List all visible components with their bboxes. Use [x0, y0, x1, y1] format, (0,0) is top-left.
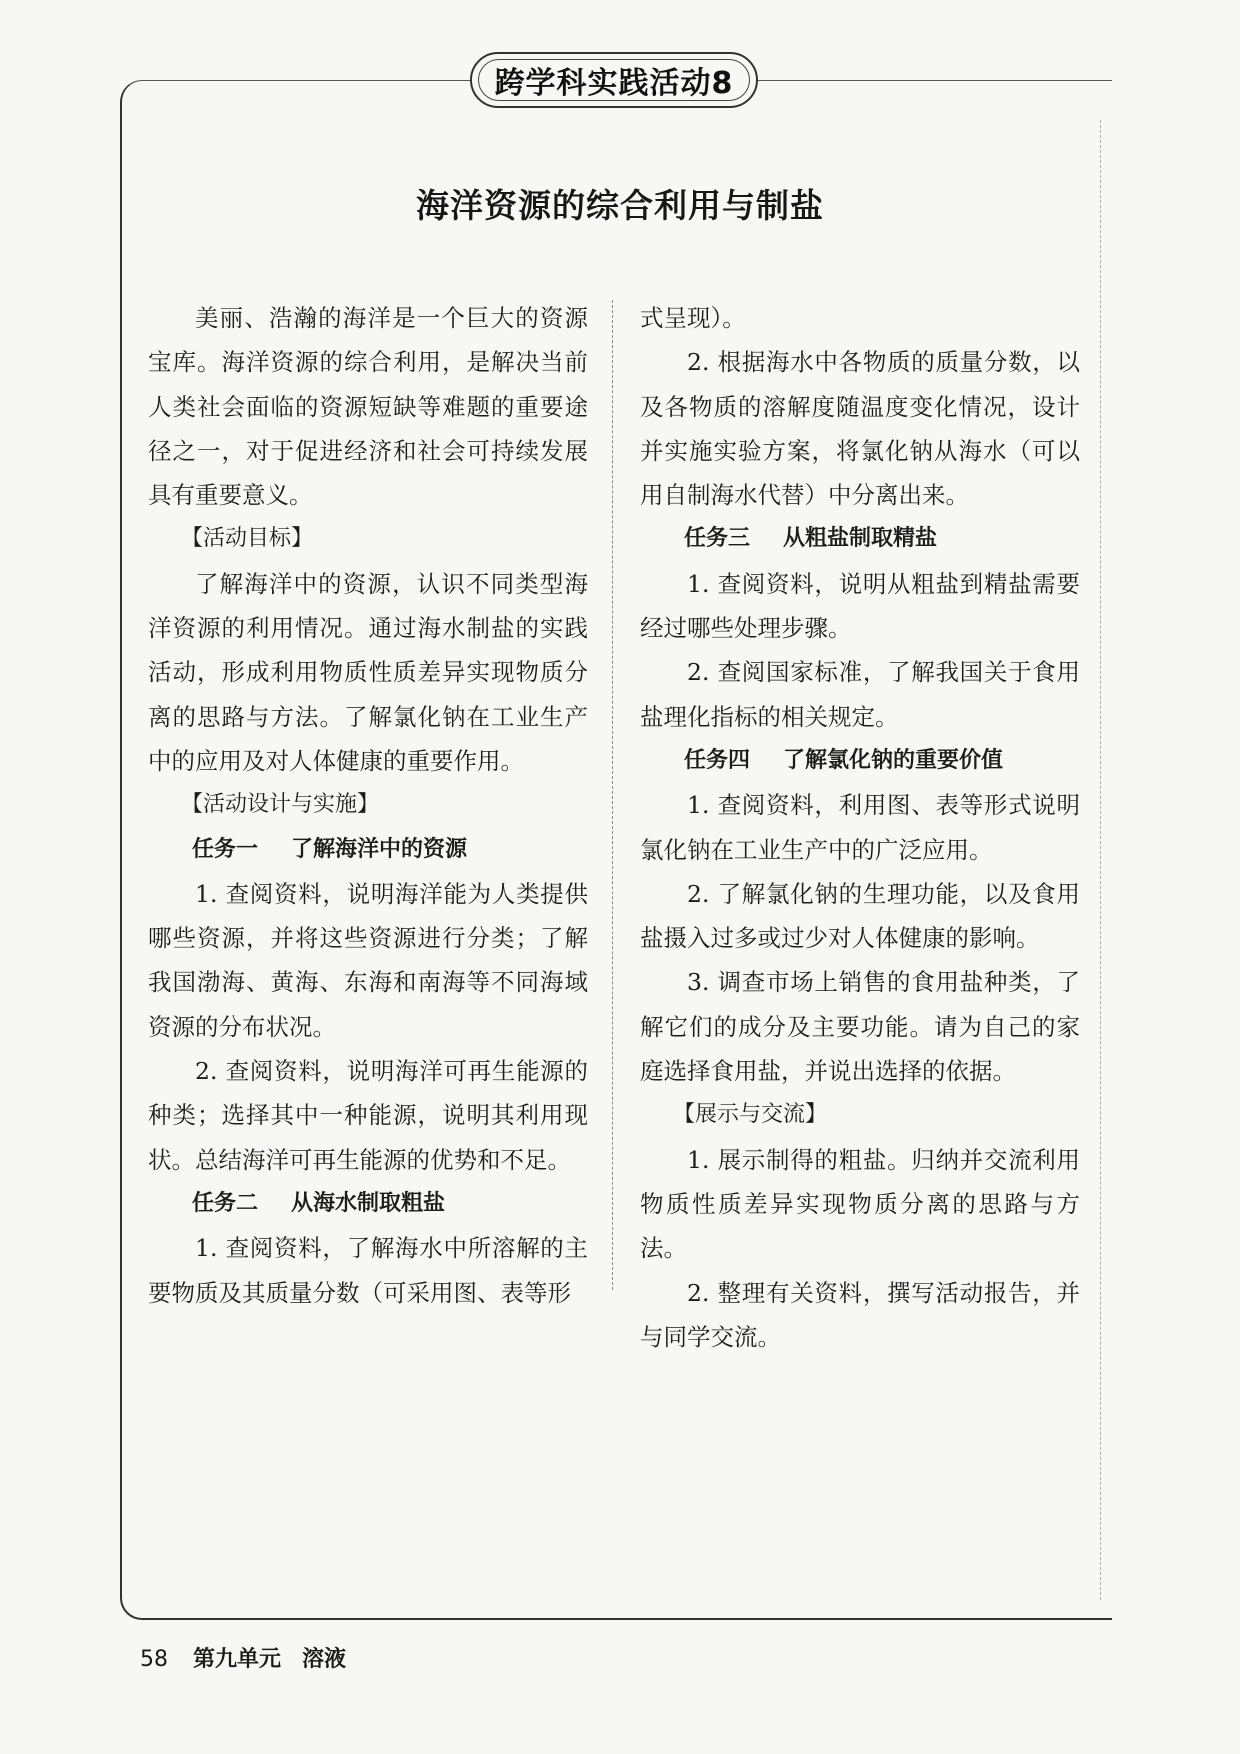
task-label: 任务四 — [684, 747, 751, 773]
paragraph: 2. 了解氯化钠的生理功能，以及食用盐摄入过多或过少对人体健康的影响。 — [640, 879, 1080, 953]
paragraph: 1. 展示制得的粗盐。归纳并交流利用物质性质差异实现物质分离的思路与方法。 — [640, 1145, 1080, 1263]
paragraph: 2. 根据海水中各物质的质量分数，以及各物质的溶解度随温度变化情况，设计并实施实验方案，将氯化钠从海水（可以用自制海水代替）中分离出来。 — [640, 348, 1080, 510]
activity-badge-label: 跨学科实践活动8 — [478, 59, 750, 101]
right-column — [640, 296, 1080, 1359]
paragraph: 了解海洋中的资源，认识不同类型海洋资源的利用情况。通过海水制盐的实践活动，形成利用物质性质差异实现物质分离的思路与方法。了解氯化钠在工业生产中的应用及对人体健康的重要作用。 — [148, 569, 588, 775]
task-label: 任务二 — [192, 1190, 259, 1216]
paragraph: 美丽、浩瀚的海洋是一个巨大的资源宝库。海洋资源的综合利用，是解决当前人类社会面临的资源短缺等难题的重要途径之一，对于促进经济和社会可持续发展具有重要意义。 — [148, 304, 588, 510]
column-divider — [612, 300, 613, 1290]
header-rule — [760, 80, 1100, 81]
task-title: 从粗盐制取精盐 — [783, 526, 938, 552]
task-label: 任务三 — [684, 526, 751, 552]
section-heading: 【活动目标】 — [181, 526, 314, 552]
section-heading: 【展示与交流】 — [673, 1102, 828, 1128]
paragraph: 1. 查阅资料，了解海水中所溶解的主要物质及其质量分数（可采用图、表等形 — [148, 1234, 588, 1307]
paragraph: 3. 调查市场上销售的食用盐种类，了解它们的成分及主要功能。请为自己的家庭选择食用盐，并说出选择的依据。 — [640, 968, 1080, 1086]
page-number: 58 — [140, 1647, 168, 1672]
section-heading: 【活动设计与实施】 — [181, 792, 380, 818]
page-edge-rule — [1100, 120, 1101, 1600]
paragraph: 1. 查阅资料，说明从粗盐到精盐需要经过哪些处理步骤。 — [640, 569, 1080, 643]
paragraph: 1. 查阅资料，说明海洋能为人类提供哪些资源，并将这些资源进行分类；了解我国渤海、黄海、东海和南海等不同海域资源的分布状况。 — [148, 879, 588, 1041]
paragraph: 2. 查阅资料，说明海洋可再生能源的种类；选择其中一种能源，说明其利用现状。总结海洋可再生能源的优势和不足。 — [148, 1057, 588, 1174]
paragraph: 2. 整理有关资料，撰写活动报告，并与同学交流。 — [640, 1278, 1080, 1351]
task-label: 任务一 — [192, 836, 259, 862]
page-title: 海洋资源的综合利用与制盐 — [416, 186, 824, 225]
page-footer — [140, 1642, 346, 1673]
task-heading — [148, 828, 588, 872]
task-title: 从海水制取粗盐 — [291, 1190, 446, 1216]
task-heading — [640, 517, 1080, 561]
task-title: 了解氯化钠的重要价值 — [783, 747, 1004, 773]
task-heading — [640, 739, 1080, 783]
task-title: 了解海洋中的资源 — [291, 836, 468, 862]
paragraph: 式呈现）。 — [640, 304, 746, 332]
paragraph: 2. 查阅国家标准，了解我国关于食用盐理化指标的相关规定。 — [640, 658, 1080, 731]
paragraph: 1. 查阅资料，利用图、表等形式说明氯化钠在工业生产中的广泛应用。 — [640, 791, 1080, 864]
left-column — [148, 296, 588, 1315]
unit-subtitle: 溶液 — [302, 1647, 347, 1672]
activity-badge — [470, 52, 758, 108]
unit-label: 第九单元 — [193, 1647, 282, 1672]
task-heading — [148, 1182, 588, 1226]
